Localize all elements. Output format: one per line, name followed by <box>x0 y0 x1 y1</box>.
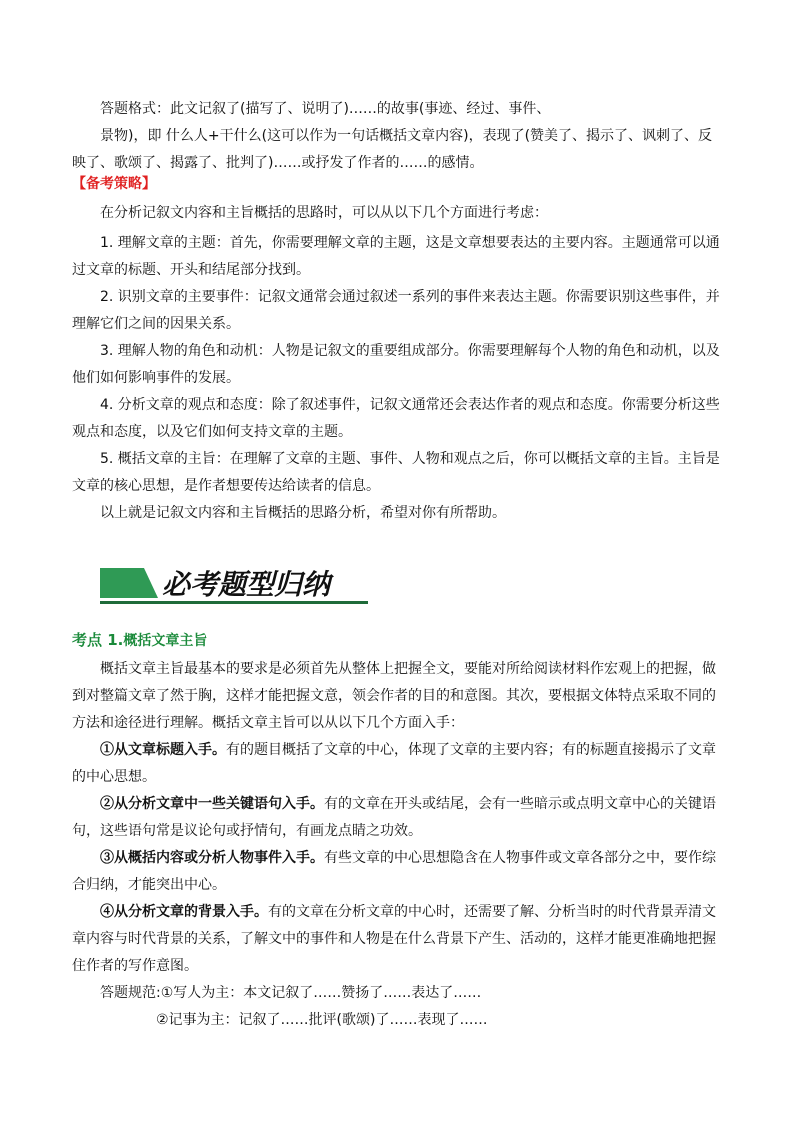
method-4-lead: ④从分析文章的背景入手。 <box>100 904 268 920</box>
banner-title: 必考题型归纳 <box>162 568 331 601</box>
kaodian-title-text: 概括文章主旨 <box>123 633 208 649</box>
method-3-text: 有些文章的中心思想隐含在人物事件或文章各部分之中，要作综合归纳，才能突出中心。 <box>72 850 716 893</box>
banner-green-tab <box>100 568 158 598</box>
method-3 <box>72 845 724 899</box>
strategy-item-1: 1. 理解文章的主题：首先，你需要理解文章的主题，这是文章想要表达的主要内容。主题通常可以通过文章的标题、开头和结尾部分找到。 <box>72 235 720 278</box>
strategy-intro: 在分析记叙文内容和主旨概括的思路时，可以从以下几个方面进行考虑： <box>100 205 548 221</box>
banner-graphic <box>100 562 372 606</box>
format-line-2: 景物)，即 什么人+干什么(这可以作为一句话概括文章内容)，表现了(赞美了、揭示了、讽刺了、反映了、歌颂了、揭露了、批判了)……或抒发了作者的……的感情。 <box>72 128 713 171</box>
method-4-text: 有的文章在分析文章的中心时，还需要了解、分析当时的时代背景弄清文章内容与时代背景的关系，了解文中的事件和人物是在什么背景下产生、活动的，这样才能更准确地把握住作者的写作意图。 <box>72 904 716 974</box>
method-1-text: 有的题目概括了文章的中心，体现了文章的主要内容；有的标题直接揭示了文章的中心思想。 <box>72 742 716 785</box>
strategy-heading: 【备考策略】 <box>72 176 156 192</box>
section-banner <box>100 562 372 606</box>
method-4 <box>72 899 724 980</box>
strategy-item-4: 4. 分析文章的观点和态度：除了叙述事件，记叙文通常还会表达作者的观点和态度。你需要分析这些观点和态度，以及它们如何支持文章的主题。 <box>72 397 720 440</box>
method-3-lead: ③从概括内容或分析人物事件入手。 <box>100 850 324 866</box>
answer-norm-2: ②记事为主：记叙了……批评(歌颂)了……表现了…… <box>156 1012 488 1028</box>
format-line-1: 答题格式：此文记叙了(描写了、说明了)……的故事(事迹、经过、事件、 <box>100 101 551 117</box>
kaodian-intro: 概括文章主旨最基本的要求是必须首先从整体上把握全文，要能对所给阅读材料作宏观上的把握，做到对整篇文章了然于胸，这样才能把握文意，领会作者的目的和意图。其次，要根据文体特点采取不同的方法和途径进行理解。概括文章主旨可以从以下几个方面入手： <box>72 661 716 731</box>
method-1 <box>72 737 724 791</box>
kaodian-title <box>72 627 724 655</box>
strategy-conclusion: 以上就是记叙文内容和主旨概括的思路分析，希望对你有所帮助。 <box>100 505 506 521</box>
strategy-item-3: 3. 理解人物的角色和动机：人物是记叙文的重要组成部分。你需要理解每个人物的角色和动机，以及他们如何影响事件的发展。 <box>72 343 720 386</box>
strategy-item-5: 5. 概括文章的主旨：在理解了文章的主题、事件、人物和观点之后，你可以概括文章的主旨。主旨是文章的核心思想，是作者想要传达给读者的信息。 <box>72 451 720 494</box>
method-2 <box>72 791 724 845</box>
strategy-item-2: 2. 识别文章的主要事件：记叙文通常会通过叙述一系列的事件来表达主题。你需要识别这些事件，并理解它们之间的因果关系。 <box>72 289 720 332</box>
kaodian-title-num: 考点 1. <box>72 631 124 649</box>
method-2-lead: ②从分析文章中一些关键语句入手。 <box>100 796 324 812</box>
method-1-lead: ①从文章标题入手。 <box>100 742 226 758</box>
banner-underline <box>100 601 368 604</box>
method-2-text: 有的文章在开头或结尾，会有一些暗示或点明文章中心的关键语句，这些语句常是议论句或抒情句，有画龙点睛之功效。 <box>72 796 716 839</box>
answer-norm-1: 答题规范:①写人为主：本文记叙了……赞扬了……表达了…… <box>100 985 482 1001</box>
